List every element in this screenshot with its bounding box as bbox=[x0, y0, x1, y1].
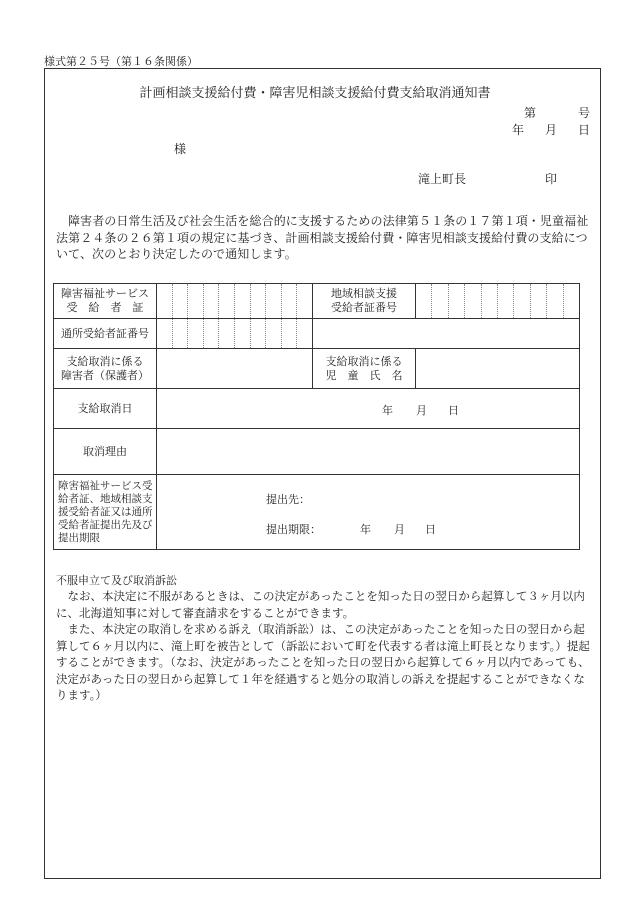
document-title: 計画相談支援給付費・障害児相談支援給付費支給取消通知書 bbox=[139, 86, 491, 101]
table-row bbox=[54, 475, 580, 550]
cancel-date-label: 支給取消日 bbox=[54, 389, 157, 429]
cancel-day-label: 日 bbox=[448, 404, 459, 417]
day-care-certificate-number-boxes[interactable] bbox=[157, 319, 313, 349]
mayor-label: 滝上町長 bbox=[418, 172, 467, 186]
empty-cell bbox=[313, 319, 580, 349]
submission-field[interactable] bbox=[157, 475, 580, 550]
child-name-label-cell bbox=[313, 349, 416, 389]
seal-label: 印 bbox=[545, 172, 558, 186]
disabled-person-label-line1: 支給取消に係る bbox=[66, 354, 144, 368]
cancel-month-label: 月 bbox=[416, 404, 427, 417]
child-name-label-line1: 支給取消に係る bbox=[325, 354, 403, 368]
recipient-sama: 様 bbox=[174, 142, 187, 156]
submission-month-label: 月 bbox=[394, 523, 405, 536]
appeal-heading: 不服申立て及び取消訴訟 bbox=[56, 574, 177, 587]
issue-year-label: 年 bbox=[512, 123, 525, 137]
submission-label: 障害福祉サービス受給者証、地域相談支援受給者証又は通所受給者証提出先及び提出期限 bbox=[54, 475, 157, 550]
community-certificate-label-line1: 地域相談支援 bbox=[331, 287, 397, 300]
certificate-label-line2: 受 給 者 証 bbox=[66, 301, 144, 314]
number-dai-label: 第 bbox=[524, 106, 537, 120]
disabled-person-label-cell bbox=[54, 349, 157, 389]
community-certificate-label-cell bbox=[313, 284, 416, 319]
appeal-paragraph-1: なお、本決定に不服があるときは、この決定があったことを知った日の翌日から起算して３ヶ月以内に、北海道知事に対して審査請求をすることができます。 bbox=[56, 589, 585, 620]
table-row bbox=[54, 429, 580, 475]
body-text: 障害者の日常生活及び社会生活を総合的に支援するための法律第５１条の１７第１項・児童福祉法第２４条の２６第１項の規定に基づき、計画相談支援給付費・障害児相談支援給付費の支給について、次のとおり決定したので通知します。 bbox=[56, 214, 589, 261]
community-certificate-label-line2: 受給者証番号 bbox=[331, 301, 397, 314]
issue-day-label: 日 bbox=[578, 123, 591, 137]
issue-month-label: 月 bbox=[545, 123, 558, 137]
disabled-person-field[interactable] bbox=[157, 349, 313, 389]
certificate-label-line1: 障害福祉サービス bbox=[61, 287, 149, 300]
table-row bbox=[54, 284, 580, 319]
form-table bbox=[53, 283, 580, 550]
body-paragraph bbox=[56, 213, 592, 263]
submission-year-label: 年 bbox=[360, 523, 371, 536]
cancel-reason-field[interactable] bbox=[157, 429, 580, 475]
certificate-number-boxes[interactable] bbox=[157, 284, 313, 319]
submission-dest-label: 提出先： bbox=[266, 493, 310, 506]
table-row bbox=[54, 389, 580, 429]
child-name-field[interactable] bbox=[416, 349, 580, 389]
certificate-label-cell bbox=[54, 284, 157, 319]
child-name-label-line2: 児 童 氏 名 bbox=[325, 368, 403, 382]
cancel-date-field[interactable] bbox=[157, 389, 580, 429]
disabled-person-label-line2: 障害者（保護者） bbox=[61, 368, 149, 382]
appeal-paragraph-2: また、本決定の取消しを求める訴え（取消訴訟）は、この決定があったことを知った日の翌日から起算して６ヶ月以内に、滝上町を被告として（訴訟において町を代表する者は滝上町長となります。）提起することができます。（なお、決定があったことを知った日の翌日から起算して６ヶ月以内であっても、決定があった日の翌日から起算して１年を経過すると処分の取消しの訴えを提起することができなくなります。） bbox=[56, 622, 590, 702]
community-certificate-number-boxes[interactable] bbox=[416, 284, 580, 319]
form-number-label: 様式第２５号（第１６条関係） bbox=[44, 55, 198, 68]
submission-deadline-label: 提出期限： bbox=[266, 523, 321, 536]
table-row bbox=[54, 319, 580, 349]
number-go-label: 号 bbox=[578, 106, 591, 120]
cancel-year-label: 年 bbox=[382, 404, 393, 417]
table-row bbox=[54, 349, 580, 389]
cancel-reason-label: 取消理由 bbox=[54, 429, 157, 475]
day-care-certificate-label: 通所受給者証番号 bbox=[54, 319, 157, 349]
appeal-notes bbox=[56, 588, 592, 704]
submission-day-label: 日 bbox=[425, 523, 436, 536]
